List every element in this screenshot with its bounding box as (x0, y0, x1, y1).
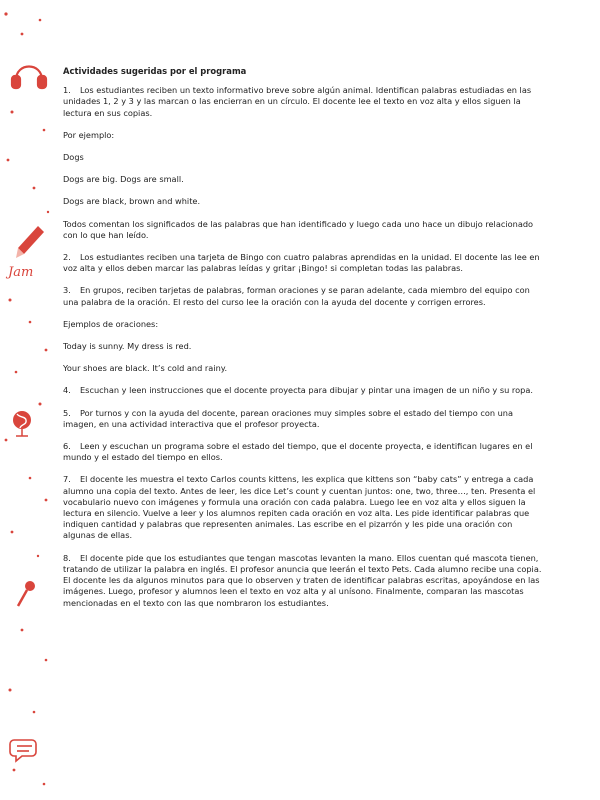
margin-decoration (0, 0, 58, 800)
paragraph (63, 130, 543, 141)
paragraph (63, 285, 543, 307)
paragraph-text: Los estudiantes reciben un texto informativo breve sobre algún animal. Identifican palabras estudiadas en las unidades 1, 2 y 3 y las marcan o las encierran en un círculo. El docente lee el texto en voz alta y ellos siguen la lectura en sus copias. (63, 85, 532, 118)
item-number: 3. (63, 285, 71, 296)
paragraph-text: Ejemplos de oraciones: (63, 318, 159, 329)
paragraph-text: Leen y escuchan un programa sobre el estado del tiempo, que el docente proyecta, e identifican lugares en el mundo y el estado del tiempo en ellos. (63, 441, 533, 463)
item-number: 5. (63, 407, 71, 418)
document-body (63, 66, 543, 620)
paragraph (63, 341, 543, 352)
paragraph-text: Dogs are big. Dogs are small. (63, 174, 184, 185)
paragraph (63, 363, 543, 374)
item-number: 7. (63, 474, 71, 485)
paragraph (63, 385, 543, 396)
item-number: 8. (63, 552, 71, 563)
paragraph-text: Todos comentan los significados de las palabras que han identificado y luego cada uno hace un dibujo relacionado con lo que han leído. (63, 218, 534, 240)
paragraph-text: Dogs are black, brown and white. (63, 196, 201, 207)
item-number: 6. (63, 441, 71, 452)
paragraph (63, 196, 543, 207)
paragraph (63, 152, 543, 163)
globe-icon (13, 411, 31, 436)
jam-word: Jam (8, 265, 34, 280)
paragraph-text: El docente les muestra el texto Carlos counts kittens, les explica que kittens son “baby cats” y entrega a cada alumno una copia del texto. Antes de leer, les dice Let’s count y cuentan juntos: one, two, three…, ten. Presenta el vocabulario nuevo con imágenes y formula una oración con cada palabra. Luego lee en voz alta y ellos siguen la lectura en silencio. Vuelve a leer y los alumnos repiten cada oración en voz alta. Les pide identificar palabras que indiquen cantidad y palabras que representen animales. Las escribe en el pizarrón y les pide una oración con algunas de ellas. (63, 474, 536, 541)
paragraph-list (63, 85, 543, 609)
paragraph (63, 85, 543, 119)
paragraph-text: Escuchan y leen instrucciones que el docente proyecta para dibujar y pintar una imagen de un niño y su ropa. (80, 385, 533, 396)
paragraph (63, 319, 543, 330)
document-heading: Actividades sugeridas por el programa (63, 66, 247, 76)
paragraph-text: Por ejemplo: (63, 129, 115, 140)
speech-bubble-icon (10, 740, 36, 761)
paragraph-text: Por turnos y con la ayuda del docente, parean oraciones muy simples sobre el estado del tiempo con una imagen, en una actividad interactiva que el profesor proyecta. (63, 407, 514, 429)
item-number: 2. (63, 252, 71, 263)
paragraph (63, 474, 543, 541)
paragraph-text: Dogs (63, 152, 84, 163)
paragraph (63, 252, 543, 274)
microphone-icon (18, 581, 35, 606)
paragraph (63, 174, 543, 185)
item-number: 1. (63, 85, 71, 96)
paragraph (63, 553, 543, 609)
paragraph-text: Your shoes are black. It’s cold and rainy. (63, 363, 228, 374)
paragraph (63, 441, 543, 463)
paragraph-text: En grupos, reciben tarjetas de palabras, forman oraciones y se paran adelante, cada miembro del equipo con una palabra de la oración. El resto del curso lee la oración con la ayuda del docente y corrigen errores. (63, 285, 530, 307)
paragraph (63, 408, 543, 430)
headphones-icon (12, 67, 46, 89)
paragraph-text: Today is sunny. My dress is red. (63, 341, 192, 352)
paragraph (63, 219, 543, 241)
item-number: 4. (63, 385, 71, 396)
paragraph-text: El docente pide que los estudiantes que tengan mascotas levanten la mano. Ellos cuentan qué mascota tienen, tratando de utilizar la palabra en inglés. El profesor anuncia que leerán el texto Pets. Cada alumno recibe una copia. El docente les da algunos minutos para que lo observen y traten de identificar palabras escritas, apoyándose en las imágenes. Luego, profesor y alumnos leen el texto en voz alta y al unísono. Finalmente, comparan las mascotas mencionadas en el texto con las que nombraron los estudiantes. (63, 552, 542, 608)
pencil-icon (16, 226, 44, 258)
paragraph-text: Los estudiantes reciben una tarjeta de Bingo con cuatro palabras aprendidas en la unidad. El docente las lee en voz alta y ellos deben marcar las palabras leídas y gritar ¡Bingo! si completan todas las palabras. (63, 252, 540, 274)
